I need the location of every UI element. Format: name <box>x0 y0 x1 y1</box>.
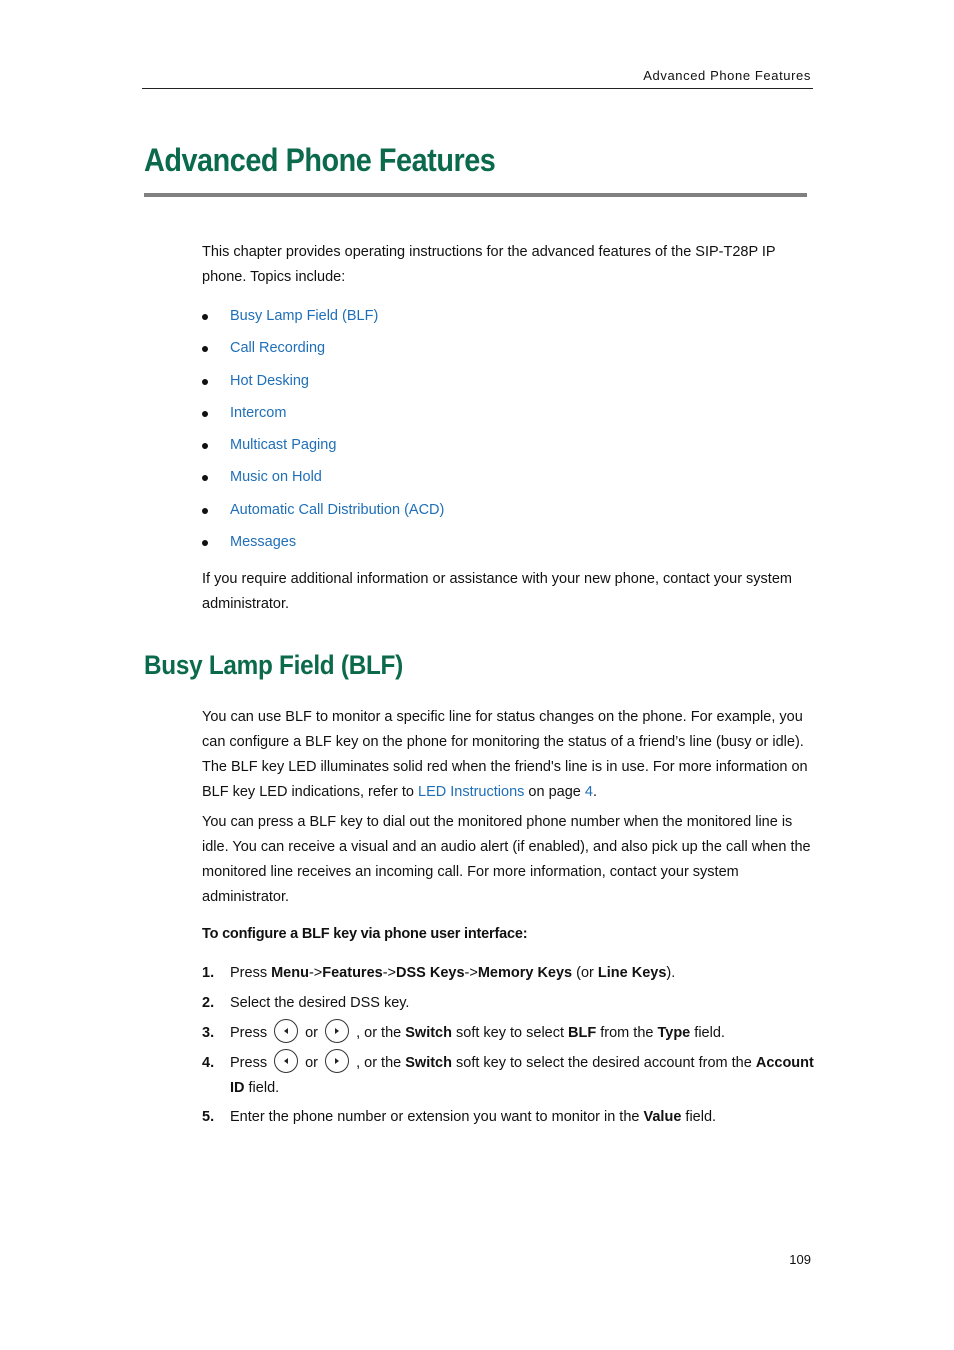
switch-label: Switch <box>405 1055 452 1071</box>
step-5 <box>202 1105 814 1135</box>
section-title-blf: Busy Lamp Field (BLF) <box>144 650 403 680</box>
blf-paragraph-2: You can press a BLF key to dial out the monitored phone number when the monitored line is idle. You can receive a visual and an audio alert (if enabled), and also pick up the call when the monitored line receives an incoming call. For more information, contact your system administrator. <box>202 814 811 905</box>
list-item <box>202 530 444 562</box>
blf-para1-mid: on page <box>524 784 585 800</box>
step-text: Enter the phone number or extension you want to monitor in the <box>230 1109 644 1125</box>
step-text: , or the <box>352 1055 406 1071</box>
step-number: 3. <box>202 1025 215 1041</box>
list-item <box>202 433 444 465</box>
step-3 <box>202 1021 814 1051</box>
bullet-icon <box>202 475 208 481</box>
page-number: 109 <box>789 1252 811 1267</box>
step-text: Select the desired DSS key. <box>230 995 410 1011</box>
step-1 <box>202 961 814 991</box>
topic-link-hot-desking[interactable]: Hot Desking <box>230 372 309 389</box>
bullet-icon <box>202 508 208 514</box>
list-item <box>202 498 444 530</box>
right-arrow-key-icon <box>325 1019 349 1043</box>
features-label: Features <box>322 965 383 981</box>
topic-link-messages[interactable]: Messages <box>230 534 297 551</box>
step-number: 2. <box>202 995 215 1011</box>
right-arrow-key-icon <box>325 1049 349 1073</box>
step-text: or <box>301 1025 323 1041</box>
topic-link-music-on-hold[interactable]: Music on Hold <box>230 469 322 486</box>
bullet-icon <box>202 443 208 449</box>
step-number: 4. <box>202 1055 215 1071</box>
page-ref-link[interactable]: 4 <box>584 784 593 800</box>
header-rule <box>142 88 813 89</box>
list-item <box>202 465 444 497</box>
bullet-icon <box>202 314 208 320</box>
memory-keys-label: Memory Keys <box>477 965 573 981</box>
running-header: Advanced Phone Features <box>643 68 811 83</box>
led-instructions-link[interactable]: LED Instructions <box>418 784 525 800</box>
blf-para1-end: . <box>592 784 597 800</box>
value-label: Value <box>643 1109 682 1125</box>
intro-closing: If you require additional information or assistance with your new phone, contact your system administrator. <box>202 571 792 612</box>
topic-link-acd[interactable]: Automatic Call Distribution (ACD) <box>230 501 445 518</box>
menu-label: Menu <box>271 965 309 981</box>
topic-link-intercom[interactable]: Intercom <box>230 404 287 421</box>
topic-link-multicast-paging[interactable]: Multicast Paging <box>230 437 337 454</box>
step-text: or <box>301 1055 323 1071</box>
step-text: ). <box>666 965 676 981</box>
intro-paragraph: This chapter provides operating instructions for the advanced features of the SIP-T28P IP phone. Topics include: <box>202 244 776 285</box>
step-text: soft key to select <box>451 1025 569 1041</box>
topic-link-call-recording[interactable]: Call Recording <box>230 340 326 357</box>
dss-keys-label: DSS Keys <box>396 965 465 981</box>
topic-link-blf[interactable]: Busy Lamp Field (BLF) <box>230 308 379 324</box>
list-item <box>202 369 444 401</box>
step-text: -> <box>382 965 396 981</box>
step-text: field. <box>690 1025 725 1041</box>
step-text: (or <box>572 965 598 981</box>
step-4 <box>202 1051 814 1105</box>
step-number: 5. <box>202 1109 215 1125</box>
bullet-icon <box>202 379 208 385</box>
step-text: from the <box>596 1025 658 1041</box>
blf-label: BLF <box>568 1025 597 1041</box>
list-item <box>202 304 444 336</box>
step-text: , or the <box>352 1025 406 1041</box>
step-2 <box>202 991 814 1021</box>
step-number: 1. <box>202 965 215 981</box>
procedure-heading: To configure a BLF key via phone user interface: <box>202 926 528 942</box>
topics-list <box>202 304 444 562</box>
step-text: -> <box>308 965 323 981</box>
line-keys-label: Line Keys <box>597 965 667 981</box>
account-id-label: Account ID <box>230 1055 814 1096</box>
step-text: Press <box>230 1025 272 1041</box>
step-text: Press <box>230 965 272 981</box>
left-arrow-key-icon <box>274 1049 298 1073</box>
step-text: Press <box>230 1055 272 1071</box>
step-text: soft key to select the desired account from the <box>451 1055 756 1071</box>
bullet-icon <box>202 540 208 546</box>
bullet-icon <box>202 411 208 417</box>
procedure-steps <box>202 961 814 1135</box>
chapter-title: Advanced Phone Features <box>144 142 496 178</box>
list-item <box>202 401 444 433</box>
left-arrow-key-icon <box>274 1019 298 1043</box>
step-text: field. <box>681 1109 717 1125</box>
bullet-icon <box>202 346 208 352</box>
title-rule <box>144 193 807 197</box>
step-text: field. <box>244 1080 280 1096</box>
switch-label: Switch <box>405 1025 452 1041</box>
step-text: -> <box>464 965 478 981</box>
list-item <box>202 336 444 368</box>
type-label: Type <box>657 1025 691 1041</box>
blf-para1-text: You can use BLF to monitor a specific line for status changes on the phone. For example, you can configure a BLF key on the phone for monitoring the status of a friend’s line (busy or idle). The BLF key LED illuminates solid red when the friend's line is in use. For more information on BLF key LED indications, refer to <box>202 709 808 800</box>
blf-paragraph-1 <box>202 705 814 805</box>
